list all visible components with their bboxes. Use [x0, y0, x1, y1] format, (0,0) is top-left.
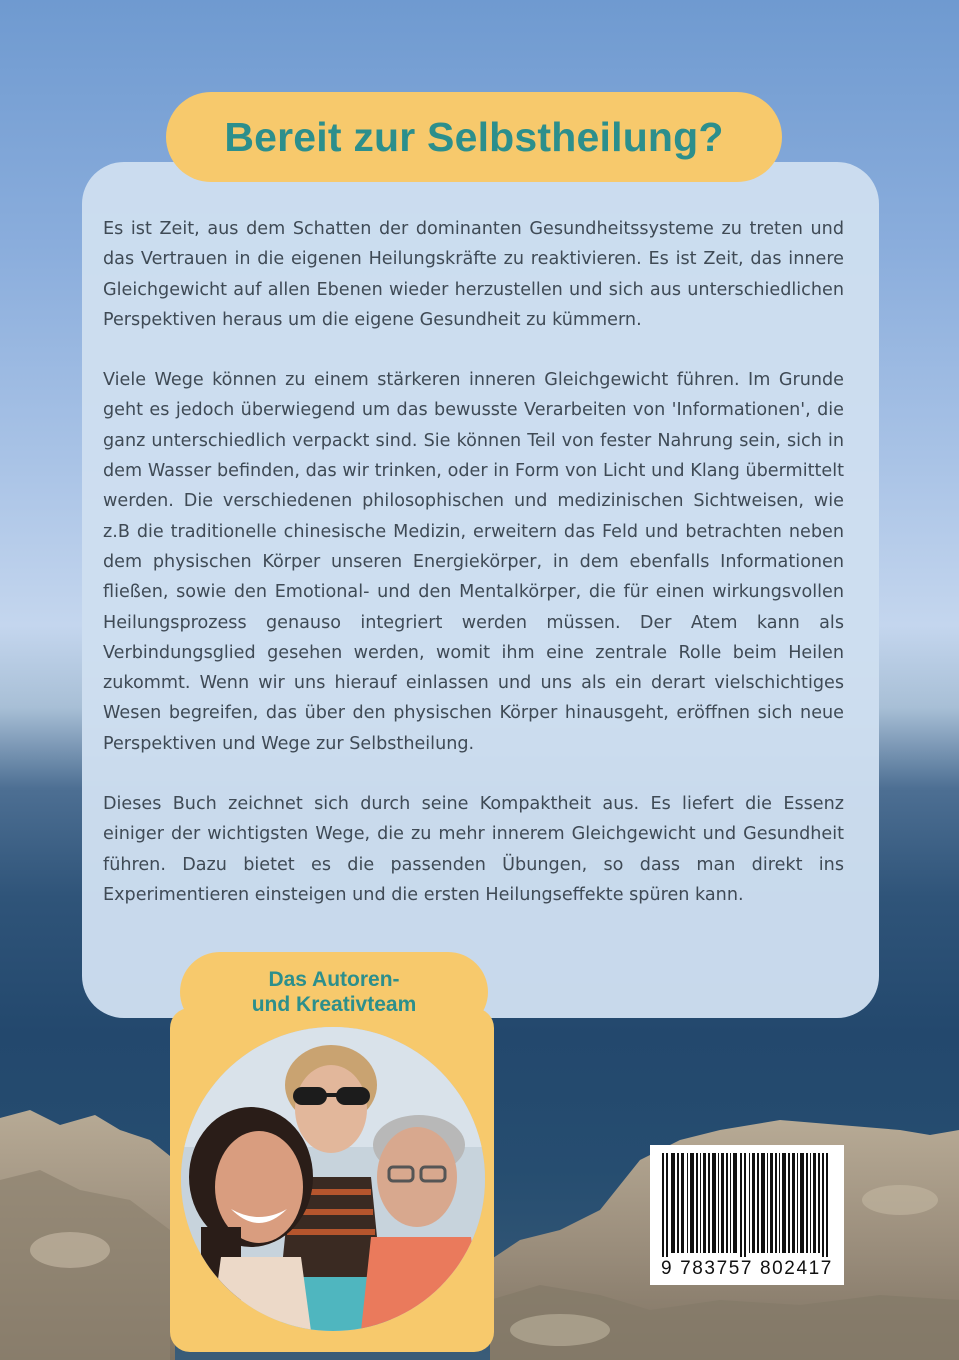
authors-photo: [181, 1027, 485, 1331]
blurb-paragraph: Viele Wege können zu einem stärkeren inneren Gleichgewicht führen. Im Grunde geht es jedoch überwiegend um das bewusste Verarbeiten von 'Informationen', die ganz unterschiedlich verpackt sind. Sie können Teil von fester Nahrung sein, sich in dem Wasser befinden, das wir trinken, oder in Form von Licht und Klang übermittelt werden. Die verschiedenen philosophischen und medizinischen Sichtweisen, wie z.B die traditionelle chinesische Medizin, erweitern das Feld und betrachten neben dem physischen Körper unseren Energiekörper, in dem ebenfalls Informationen fließen, sowie den Emotional- und den Mentalkörper, die für einen wirkungsvollen Heilungsprozess genauso integriert werden müssen. Der Atem kann als Verbindungsglied gesehen werden, womit ihm eine zentrale Rolle beim Heilen zukommt. Wenn wir uns hierauf einlassen und uns als ein derart vielschichtiges Wesen begreifen, das über den physischen Körper hinausgeht, eröffnen sich neue Perspektiven und Wege zur Selbstheilung.: [103, 370, 844, 754]
authors-label: [180, 952, 488, 1032]
blurb-paragraph: Es ist Zeit, aus dem Schatten der dominanten Gesundheitssysteme zu treten und das Vertrauen in die eigenen Heilungskräfte zu reaktivieren. Es ist Zeit, das innere Gleichgewicht auf allen Ebenen wieder herzustellen und sich aus unterschiedlichen Perspektiven heraus um die eigene Gesundheit zu kümmern.: [103, 219, 844, 330]
cover-title: Bereit zur Selbstheilung?: [224, 113, 724, 160]
authors-label-line: und Kreativteam: [251, 993, 417, 1016]
authors-label-line: Das Autoren-: [268, 968, 400, 991]
blurb-text: [103, 214, 844, 910]
barcode-bars: [650, 1145, 844, 1257]
title-banner: [166, 92, 782, 182]
isbn-number: 9 783757 802417: [661, 1258, 833, 1279]
blurb-paragraph: Dieses Buch zeichnet sich durch seine Kompaktheit aus. Es liefert die Essenz einiger der wichtigsten Wege, die zu mehr innerem Gleichgewicht und Gesundheit führen. Dazu bietet es die passenden Übungen, so dass man direkt ins Experimentieren einsteigen und die ersten Heilungseffekte spüren kann.: [103, 794, 844, 905]
authors-photo-illustration: [181, 1027, 485, 1331]
